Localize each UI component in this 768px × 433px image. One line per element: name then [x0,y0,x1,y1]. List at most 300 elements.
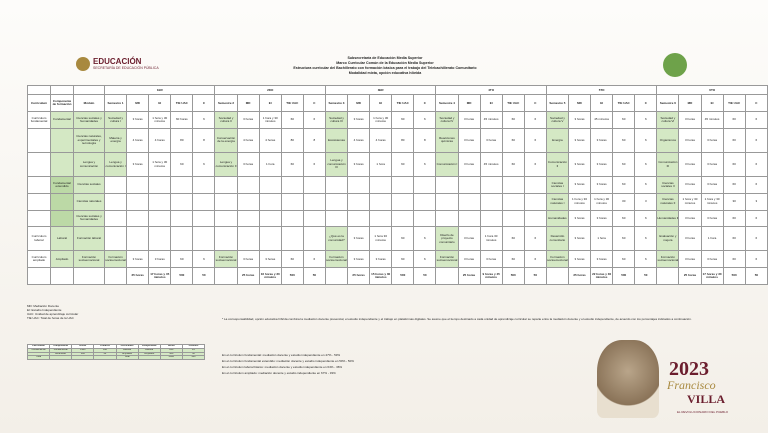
total-ei: 15 horas y 30 minutos [370,268,392,285]
table-cell: 60 [502,128,524,152]
table-cell [193,193,215,210]
total-md: 25 horas [237,268,259,285]
table-cell [480,210,502,227]
table-cell: Humanidades [546,210,568,227]
cell-spacer [546,268,568,285]
semester-label: Semestre 1 [105,95,127,112]
table-cell: Organismos [657,128,679,152]
table-cell: 6 [635,153,657,177]
table-cell [281,177,303,194]
summary-cell: Laboral [138,348,160,352]
table-cell: 60 [613,128,635,152]
legend [27,304,78,320]
table-cell: 1 hora 30 minutos [370,227,392,251]
table-cell: 60 [392,251,414,268]
logo-brand: EDUCACIÓN [93,57,142,66]
table-cell [127,227,149,251]
header-line-4: Modalidad mixta, opción educativa híbrida [348,71,422,75]
cell-spacer [436,268,458,285]
document-header [250,56,520,76]
cell-spacer [215,268,237,285]
table-cell: 60 [613,210,635,227]
table-cell [127,193,149,210]
summary-cell: 240 [160,348,182,352]
cell-component: Ampliado [51,251,74,268]
header-line-3: Estructura curricular del Bachillerato con formación básica para el trabajo del Telebachillerato Comunitario [293,66,477,70]
table-cell: Comunicación III [657,153,679,177]
semester-code: 1ER [105,86,215,95]
total-hours: 500 [392,268,414,285]
total-ei: 17 horas y 30 minutos [701,268,723,285]
cell-component: Fundamental [51,112,74,129]
col-c: C [303,95,325,112]
col-ei: EI [149,95,171,112]
col-ei: EI [591,95,613,112]
table-cell: 8 [303,128,325,152]
cell-module: Lengua y comunicación [74,153,105,177]
table-cell: 60 [613,227,635,251]
table-cell: 6 [303,112,325,129]
table-cell: Formación socioemocional [546,251,568,268]
table-cell: 3 horas [568,153,590,177]
total-md: 25 horas [679,268,701,285]
table-cell: Ciencias naturales I [546,193,568,210]
table-cell: 3 horas [458,251,480,268]
table-cell: 1 hora [259,153,281,177]
table-cell: 60 [723,177,745,194]
col-md: MD [237,95,259,112]
table-cell: 1 hora y 30 minutos [568,193,590,210]
cell-spacer [657,268,679,285]
portrait-icon [597,340,659,418]
percentages [222,352,354,376]
table-cell [502,210,524,227]
total-hours: 500 [723,268,745,285]
table-cell: 6 [635,210,657,227]
cell-component [51,128,74,152]
summary-head: Currículum [116,345,138,349]
table-cell [149,177,171,194]
table-cell: 1 hora y 30 minutos [259,112,281,129]
table-cell: 6 [635,227,657,251]
cell-spacer [28,268,51,285]
table-cell [348,193,370,210]
table-cell: 3 horas [591,177,613,194]
cell-module: Ciencias sociales y humanidades [74,210,105,227]
table-cell: 6 [745,177,767,194]
table-cell: 6 [524,153,546,177]
table-cell: 1 hora y 30 minutos [679,193,701,210]
logo-sub: SECRETARÍA DE EDUCACIÓN PÚBLICA [93,66,159,70]
emblem-year: 2023 [669,358,709,380]
table-cell: 1 hora y 30 minutos [149,112,171,129]
table-cell: 3 horas [259,251,281,268]
table-cell: Sociedad y cultura I [105,112,127,129]
summary-cell [94,356,116,360]
table-cell: 60 [281,153,303,177]
table-cell: 3 horas [348,153,370,177]
table-cell: 60 [613,251,635,268]
col-md: MD [348,95,370,112]
table-cell [414,210,436,227]
col-tie: TIE UAC [613,95,635,112]
cell-component [51,210,74,227]
table-cell: 6 [414,112,436,129]
table-cell [458,177,480,194]
table-cell [193,227,215,251]
total-ei: 16 horas y 30 minutos [259,268,281,285]
table-cell [348,210,370,227]
col-ei: EI [259,95,281,112]
cell-curriculum [28,177,51,194]
table-cell: Formación socioemocional [657,251,679,268]
col-md: MD [458,95,480,112]
col-md: MD [127,95,149,112]
legend-item: TIE UAC: Total de horas de la UAC [27,316,74,320]
table-cell: 30 [723,193,745,210]
table-cell: 6 [193,153,215,177]
table-cell: 6 [524,128,546,152]
table-cell: 60 [392,112,414,129]
table-cell [127,177,149,194]
table-cell [149,210,171,227]
table-cell [259,227,281,251]
cell-spacer [105,268,127,285]
table-cell: 60 [723,128,745,152]
summary-cell: Ampliado [138,352,160,356]
summary-cell: Fundamental [50,348,72,352]
table-cell: Reacciones químicas [436,128,458,152]
table-cell: 4 horas [149,128,171,152]
table-cell: 3 horas [679,153,701,177]
col-tie: TIE UAC [723,95,745,112]
summary-cell: 3000 [160,356,182,360]
table-cell: 45 minutos [591,112,613,129]
cell-curriculum [28,128,51,152]
table-cell: 60 [613,153,635,177]
table-cell: 3 horas [679,177,701,194]
cell-curriculum [28,193,51,210]
table-cell: Formación socioemocional [436,251,458,268]
table-cell: 1 hora y 30 minutos [370,112,392,129]
table-row [28,193,768,210]
table-cell [193,210,215,227]
table-cell: 3 horas [127,112,149,129]
table-cell [414,177,436,194]
summary-cell [50,356,72,360]
table-cell: 3 horas [679,210,701,227]
table-row [28,177,768,194]
header-spacer [51,86,74,95]
table-cell: 6 [303,153,325,177]
semester-label: Semestre 3 [325,95,347,112]
table-cell: 3 horas [458,153,480,177]
table-cell: 3 horas [568,112,590,129]
table-cell: Evaluación y mejora [657,227,679,251]
table-cell [281,210,303,227]
total-md: 25 horas [568,268,590,285]
col-ei: EI [370,95,392,112]
table-cell: Ciencias sociales II [657,177,679,194]
summary-head: Créditos [94,345,116,349]
footnote: * La corresponsabilidad, opción educativa híbrida combina la mediación docente presencial, el estudio independiente y el trabajo en plataformas digitales. Se asume que el tiempo destinado a cada unidad de aprendizaje curricular se reparte entre la mediación docente y el estudio independiente, de acuerdo con los porcentajes indicados a continuación. [222,317,692,321]
col-c: C [193,95,215,112]
table-cell: 6 [193,251,215,268]
table-cell: 3 horas [568,210,590,227]
semester-code: 3ER [325,86,435,95]
header-line-1: Subsecretaría de Educación Media Superior [347,56,423,60]
col-md: MD [568,95,590,112]
summary-cell: 30 [94,352,116,356]
table-cell: 60 [723,210,745,227]
table-cell: 3 horas [348,251,370,268]
table-cell: 3 horas [237,112,259,129]
table-cell: 6 [635,128,657,152]
table-cell [370,177,392,194]
table-cell: 4 horas [370,128,392,152]
table-cell [303,193,325,210]
col-c: C [414,95,436,112]
table-cell [259,193,281,210]
table-cell: 60 [502,112,524,129]
table-cell: 3 horas [701,177,723,194]
table-cell [237,177,259,194]
table-cell [436,177,458,194]
table-cell: 3 horas [591,153,613,177]
summary-head: Horas [160,345,182,349]
table-cell: 4 horas [127,128,149,152]
cell-module: Formación socioemocional [74,251,105,268]
summary-cell: 198 [94,348,116,352]
table-cell: 60 [723,153,745,177]
semester-label: Semestre 5 [546,95,568,112]
table-cell [149,193,171,210]
table-cell: 3 [745,193,767,210]
table-cell: 1 hora y 30 minutos [701,193,723,210]
table-cell: 60 [723,251,745,268]
summary-cell [72,356,94,360]
semester-code: 2DO [215,86,325,95]
table-cell: 3 horas [679,227,701,251]
table-cell [127,210,149,227]
table-cell: 3 horas [679,251,701,268]
table-cell: 6 [414,227,436,251]
summary-cell: Fundamental [28,348,50,352]
total-ei: 17 horas y 45 minutos [149,268,171,285]
table-cell [237,227,259,251]
table-cell: 6 [414,251,436,268]
table-cell [436,193,458,210]
table-cell: 60 [613,177,635,194]
table-cell [215,177,237,194]
table-cell: Lengua y comunicación II [215,153,237,177]
total-md: 25 horas [458,268,480,285]
semester-code: 5TO [546,86,656,95]
table-cell: Sociedad y cultura VI [657,112,679,129]
summary-head: Currículum [28,345,50,349]
table-cell: 60 [502,153,524,177]
total-credits: 50 [635,268,657,285]
table-cell [303,227,325,251]
header-line-2: Marco Curricular Común de la Educación Media Superior [336,61,434,65]
table-cell [480,193,502,210]
table-cell: 60 [171,153,193,177]
table-cell: 60 [281,112,303,129]
table-cell: 3 horas [348,112,370,129]
table-cell: 30 [613,193,635,210]
table-cell: 6 [414,153,436,177]
col-c: C [635,95,657,112]
semester-label: Semestre 4 [436,95,458,112]
table-cell: 3 horas [127,251,149,268]
total-md: 25 horas [348,268,370,285]
table-cell [370,193,392,210]
table-cell [105,193,127,210]
table-cell: Energía [546,128,568,152]
pct-item: En el currículum ampliado: mediación docente y estudio independiente en 67% - 33% [222,371,336,375]
table-cell: 1 hora [701,227,723,251]
table-cell: 60 [502,227,524,251]
summary-cell: 36 [182,352,204,356]
cell-module: Formación laboral [74,227,105,251]
table-cell: 6 [745,210,767,227]
cell-module: Ciencias naturales, experimentales y tecnología [74,128,105,152]
table-cell: Materia y energía [105,128,127,152]
table-cell [193,177,215,194]
table-cell: 6 [303,251,325,268]
table-row [28,153,768,177]
total-md: 25 horas [127,268,149,285]
table-cell [325,177,347,194]
semester-label: Semestre 6 [657,95,679,112]
summary-cell: 300 [72,352,94,356]
table-cell: 80 [281,128,303,152]
table-cell [325,193,347,210]
table-cell: 3 horas [149,251,171,268]
total-hours: 500 [502,268,524,285]
table-cell [303,210,325,227]
table-cell [171,193,193,210]
table-cell: Ciencias sociales I [546,177,568,194]
col-tie: TIE UAC [392,95,414,112]
col-curriculum: Currículum [28,95,51,112]
col-ei: EI [480,95,502,112]
cell-component [51,193,74,210]
table-cell: 1 hora y 30 minutos [591,193,613,210]
cell-spacer [51,268,74,285]
table-cell: 3 horas [480,251,502,268]
table-cell [149,227,171,251]
table-cell: Desarrollo comunitario [546,227,568,251]
table-cell: Ciencias naturales II [657,193,679,210]
table-cell [215,227,237,251]
table-cell: 3 horas [701,128,723,152]
francisco-villa-emblem [597,340,747,420]
table-cell: 3 horas [458,227,480,251]
summary-cell: Extendido [50,352,72,356]
cell-spacer [74,268,105,285]
header-spacer [28,86,51,95]
table-cell: 3 horas [458,128,480,152]
total-hours: 500 [281,268,303,285]
table-cell: 3 horas [679,112,701,129]
table-cell: 3 horas [237,153,259,177]
table-cell [458,210,480,227]
table-cell: 6 [635,251,657,268]
table-cell: 45 minutos [480,153,502,177]
total-credits: 50 [414,268,436,285]
table-cell [171,227,193,251]
table-cell [392,193,414,210]
cell-curriculum [28,153,51,177]
table-cell [458,193,480,210]
table-cell [281,193,303,210]
shield-icon [76,57,90,71]
table-cell: 80 [392,128,414,152]
table-cell: 3 horas [701,210,723,227]
tbc-logo-icon [663,53,687,77]
table-cell: 6 [193,112,215,129]
table-cell: 1 hora y 30 minutos [149,153,171,177]
table-cell: 6 [635,177,657,194]
col-c: C [745,95,767,112]
table-cell: Conservación de la energía [215,128,237,152]
table-row [28,251,768,268]
table-cell [281,227,303,251]
table-cell [171,210,193,227]
table-cell: Diseño de proyecto comunitario [436,227,458,251]
table-cell [259,210,281,227]
total-hours: 500 [613,268,635,285]
summary-head: Componente [50,345,72,349]
table-cell: 60 [723,227,745,251]
cell-spacer [325,268,347,285]
table-cell: 4 horas [259,128,281,152]
emblem-sub: EL REVOLUCIONARIO DEL PUEBLO [677,410,729,414]
table-cell [502,177,524,194]
summary-cell: 1980 [72,348,94,352]
total-ei: 22 horas y 30 minutos [591,268,613,285]
table-cell: 3 horas [591,251,613,268]
table-cell: 6 [745,251,767,268]
table-cell: 60 [281,251,303,268]
table-cell: 3 [635,193,657,210]
table-cell [524,177,546,194]
table-cell [303,177,325,194]
table-row [28,128,768,152]
table-cell: 8 [193,128,215,152]
table-cell [480,177,502,194]
table-cell: 1 hora [370,153,392,177]
pct-item: En el currículum laboral básico: mediación docente y estudio independiente en 64% - 36% [222,365,343,369]
table-cell [348,177,370,194]
table-cell: 60 [392,227,414,251]
table-cell [171,177,193,194]
table-cell [215,210,237,227]
table-cell: 45 minutos [480,112,502,129]
table-cell: 6 [524,112,546,129]
table-cell [237,210,259,227]
total-credits: 50 [193,268,215,285]
table-cell: 3 horas [701,251,723,268]
table-cell [414,193,436,210]
table-cell: Lengua y comunicación III [325,153,347,177]
summary-cell [138,356,160,360]
table-cell [502,193,524,210]
table-cell: 45 minutos [701,112,723,129]
summary-cell: 360 [160,352,182,356]
col-md: MD [679,95,701,112]
